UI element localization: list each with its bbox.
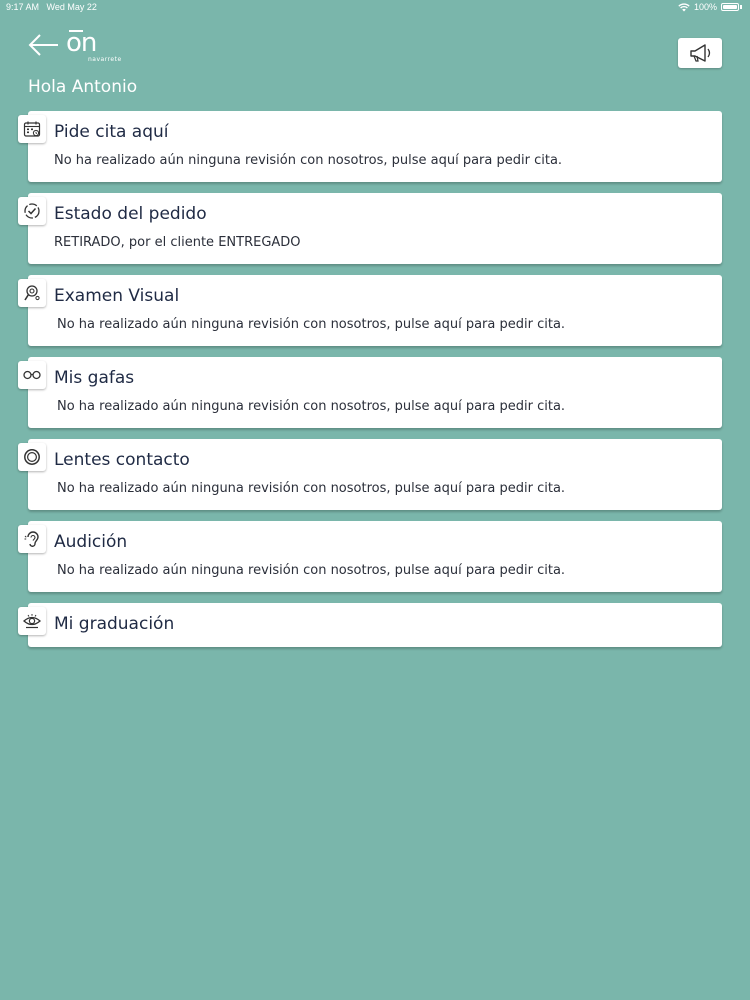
- status-bar: [0, 0, 750, 14]
- card-title: Lentes contacto: [54, 450, 190, 470]
- card-estado-pedido[interactable]: [28, 193, 722, 264]
- megaphone-button[interactable]: [678, 38, 722, 68]
- card-audicion[interactable]: [28, 521, 722, 592]
- card-pide-cita[interactable]: [28, 111, 722, 182]
- card-mis-gafas[interactable]: [28, 357, 722, 428]
- logo-text: on: [66, 28, 97, 58]
- card-subtitle: No ha realizado aún ninguna revisión con nosotros, pulse aquí para pedir cita.: [57, 481, 566, 496]
- status-date: Wed May 22: [46, 2, 97, 12]
- greeting: Hola Antonio: [28, 77, 138, 97]
- back-arrow-icon[interactable]: [28, 30, 62, 60]
- card-mi-graduacion[interactable]: [28, 603, 722, 647]
- card-title: Examen Visual: [54, 286, 180, 306]
- megaphone-icon: [687, 43, 713, 63]
- card-title: Estado del pedido: [54, 204, 207, 224]
- card-examen-visual[interactable]: [28, 275, 722, 346]
- card-title: Mis gafas: [54, 368, 135, 388]
- header: [28, 28, 722, 68]
- card-subtitle: No ha realizado aún ninguna revisión con nosotros, pulse aquí para pedir cita.: [57, 399, 566, 414]
- logo-subtext: navarrete: [88, 56, 122, 63]
- wifi-icon: [678, 3, 690, 12]
- status-time: 9:17 AM: [6, 2, 40, 12]
- card-lentes-contacto[interactable]: [28, 439, 722, 510]
- card-title: Audición: [54, 532, 128, 552]
- card-title: Mi graduación: [54, 614, 175, 634]
- menu-list: [28, 111, 722, 658]
- battery-percent: 100%: [693, 2, 717, 12]
- card-subtitle: No ha realizado aún ninguna revisión con nosotros, pulse aquí para pedir cita.: [57, 317, 566, 332]
- glasses-icon: [22, 368, 42, 382]
- contact-lens-icon: [23, 448, 41, 466]
- eye-icon: [22, 613, 42, 629]
- eye-exam-icon: [23, 284, 41, 302]
- card-title: Pide cita aquí: [54, 122, 169, 142]
- card-subtitle: No ha realizado aún ninguna revisión con nosotros, pulse aquí para pedir cita.: [57, 563, 566, 578]
- card-subtitle: No ha realizado aún ninguna revisión con nosotros, pulse aquí para pedir cita.: [54, 153, 563, 168]
- check-circle-icon: [23, 202, 41, 220]
- battery-icon: [721, 3, 739, 11]
- card-subtitle: RETIRADO, por el cliente ENTREGADO: [54, 235, 301, 250]
- logo: [66, 28, 126, 66]
- ear-icon: [23, 530, 41, 548]
- calendar-icon: [23, 120, 41, 138]
